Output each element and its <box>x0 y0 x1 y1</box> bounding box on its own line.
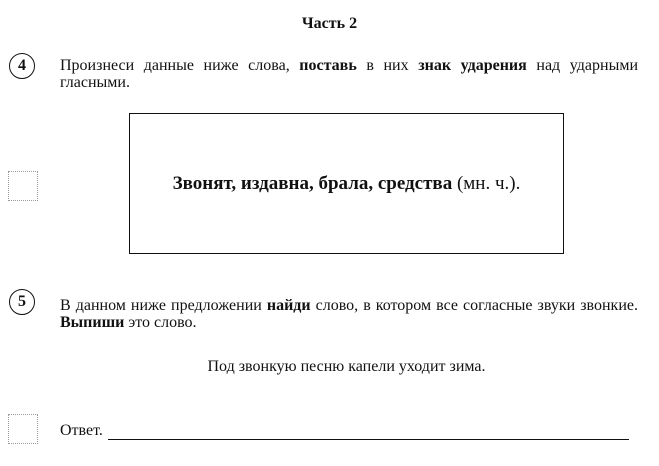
task-4-text-part-3: над ударными гласными. <box>60 57 639 91</box>
task-5-sentence: Под звонкую песню капели уходит зима. <box>207 358 486 375</box>
task-4-instruction <box>60 57 638 91</box>
task-4-words: Звонят, издавна, брала, средства <box>172 172 453 194</box>
task-4-words-note: (мн. ч.) <box>452 172 516 194</box>
answer-line[interactable] <box>108 439 629 440</box>
answer-label: Ответ. <box>60 422 103 439</box>
part-title: Часть 2 <box>301 15 358 32</box>
task-5-text-part-2: слово, в котором все согласные звуки звонкие. <box>310 297 638 314</box>
task-4-bold-verb: поставь <box>299 57 357 74</box>
task-4-words-end: . <box>515 172 521 194</box>
task-5-instruction <box>60 297 638 331</box>
task-4-number-badge: 4 <box>9 53 35 79</box>
task-5-bold-verb-2: Выпиши <box>60 314 125 331</box>
task-4-bold-phrase: знак ударения <box>418 57 527 74</box>
task-4-score-box[interactable] <box>8 171 38 201</box>
task-4-text-part-2: в них <box>356 57 419 74</box>
task-4-text-part-1: Произнеси данные ниже слова, <box>60 57 300 74</box>
task-5-text-part-1: В данном ниже предложении <box>60 297 267 314</box>
task-5-score-box[interactable] <box>8 414 38 444</box>
task-4-words-frame <box>129 113 564 254</box>
task-5-number-badge: 5 <box>9 289 35 315</box>
task-5-bold-verb-1: найди <box>266 297 311 314</box>
task-5-text-part-3: это слово. <box>124 314 197 331</box>
task-4-words-line <box>173 173 521 195</box>
